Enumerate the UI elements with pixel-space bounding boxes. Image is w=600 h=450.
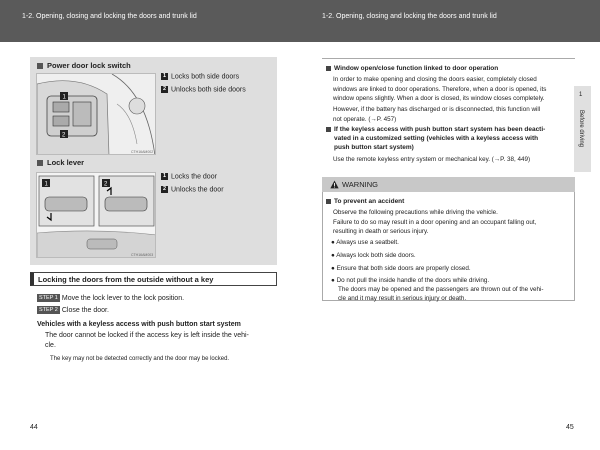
step-1: STEP 1 Move the lock lever to the lock position. — [39, 294, 185, 302]
window-function-para-2: However, if the battery has discharged or is disconnected, this function will not operate. (→P. 457) — [333, 106, 541, 123]
power-switch-title: Power door lock switch — [37, 61, 131, 70]
warning-bullet: ● Do not pull the inside handle of the doors while driving. The doors may be opened and the passengers are thrown out of the vehi- cle and it may result in serious injury or death. — [331, 277, 544, 302]
svg-text:1: 1 — [62, 94, 66, 101]
lock-lever-title: Lock lever — [37, 158, 84, 167]
lock-lever-caption-2: 2 Unlocks the door — [162, 186, 224, 194]
power-switch-caption-2: 2 Unlocks both side doors — [162, 86, 246, 94]
step-2: STEP 2 Close the door. — [39, 306, 109, 314]
warning-bar — [322, 177, 575, 192]
warning-bullet: ● Ensure that both side doors are properly closed. — [331, 265, 471, 272]
square-bullet-icon — [326, 66, 331, 71]
square-bullet-icon — [326, 127, 331, 132]
svg-text:1: 1 — [44, 181, 48, 188]
square-bullet-icon — [326, 199, 331, 204]
power-switch-caption-1: 1 Locks both side doors — [162, 73, 240, 81]
svg-text:2: 2 — [104, 181, 108, 188]
section-number: 1 — [579, 92, 583, 98]
keyless-deactivated-body: Use the remote keyless entry system or mechanical key. (→P. 38, 449) — [333, 156, 531, 163]
power-switch-image-code: CTH16AM002 — [131, 150, 154, 154]
page-header — [0, 0, 600, 42]
header-left-title: 1-2. Opening, closing and locking the doors and trunk lid — [22, 13, 197, 20]
lock-lever-caption-1: 1 Locks the door — [162, 173, 217, 181]
section-label: Before driving — [578, 110, 584, 148]
warning-bullet: ● Always lock both side doors. — [331, 252, 416, 259]
warning-intro: Observe the following precautions while driving the vehicle. Failure to do so may result in a door opening and an occupant falling out, resulting in death or serious injury. — [333, 209, 537, 235]
warning-triangle-icon — [330, 180, 339, 189]
top-rule — [322, 58, 575, 59]
header-right-title: 1-2. Opening, closing and locking the doors and trunk lid — [322, 13, 497, 20]
square-bullet-icon — [37, 160, 43, 166]
page-number-left: 44 — [30, 424, 38, 431]
warning-title: To prevent an accident — [326, 197, 404, 206]
warning-label: WARNING — [342, 180, 378, 189]
lock-lever-image-code: CTH16AM003 — [131, 253, 154, 257]
keyless-body-line-2: cle. — [45, 342, 56, 349]
page-number-right: 45 — [566, 424, 574, 431]
lock-lever-image — [36, 172, 156, 258]
keyless-body-line-1: The door cannot be locked if the access key is left inside the vehi- — [45, 332, 249, 339]
square-bullet-icon — [37, 63, 43, 69]
warning-bullet: ● Always use a seatbelt. — [331, 239, 399, 246]
power-switch-image — [36, 73, 156, 155]
keyless-subheading: Vehicles with a keyless access with push button start system — [37, 321, 241, 328]
section-side-tab — [574, 86, 591, 172]
window-function-para-1: In order to make opening and closing the doors easier, completely closed windows are linked to door operations. Therefore, when a door is opened, its window opens slightly. When a door is closed, its window closes completely. — [333, 76, 547, 102]
outside-lock-heading: Locking the doors from the outside without a key — [30, 272, 277, 286]
keyless-deactivated-title: If the keyless access with push button start system has been deacti- vated in a customized setting (vehicles with a keyless access with push button start system) — [326, 125, 571, 152]
window-function-title: Window open/close function linked to door operation — [326, 64, 498, 73]
keyless-note: The key may not be detected correctly and the door may be locked. — [50, 356, 230, 362]
svg-text:2: 2 — [62, 132, 66, 139]
